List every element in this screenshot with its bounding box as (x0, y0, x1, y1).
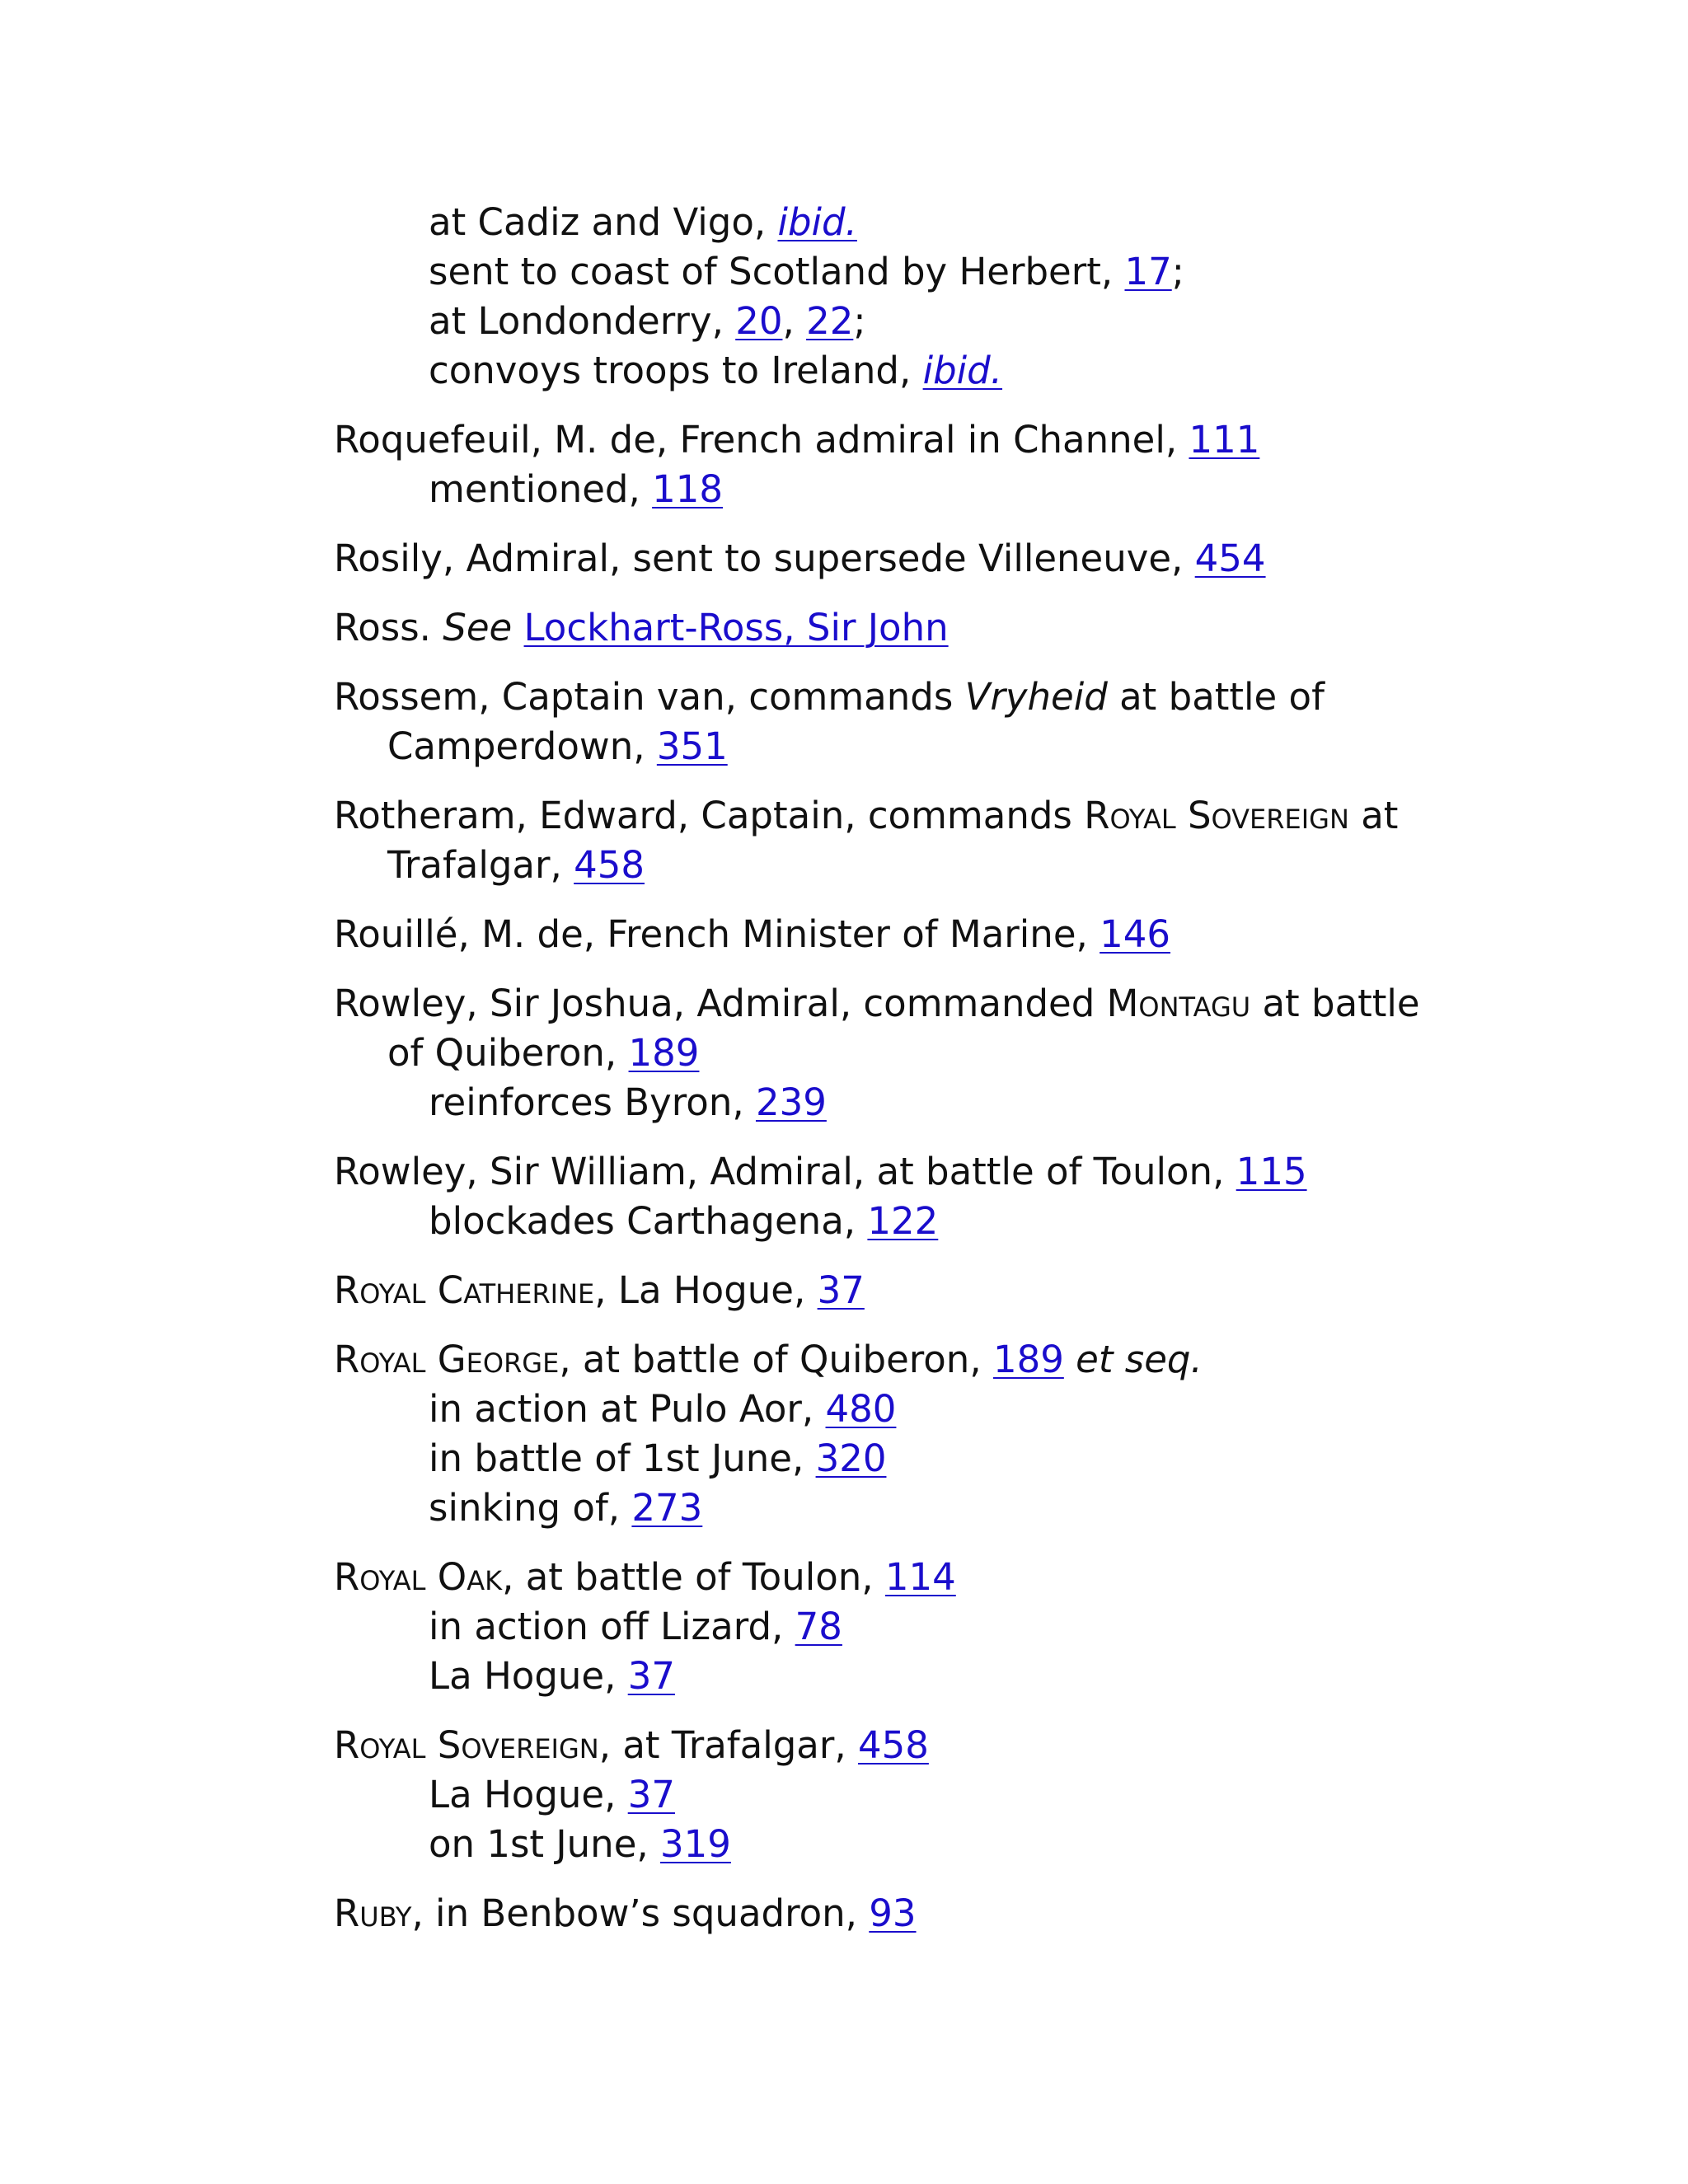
page-link[interactable]: 37 (627, 1773, 675, 1816)
entry-heading: Rowley, Sir William, Admiral, at battle of Toulon, 115 (334, 1150, 1307, 1193)
entry-heading: Roquefeuil, M. de, French admiral in Channel, 111 (334, 418, 1260, 462)
page-link[interactable]: 93 (869, 1891, 917, 1935)
entry-heading: Rotheram, Edward, Captain, commands Royal Sovereign at (334, 794, 1399, 837)
page-link[interactable]: 273 (631, 1486, 703, 1530)
sub-entry: at Londonderry, 20, 22; (429, 299, 866, 343)
sub-entry: at Cadiz and Vigo, ibid. (429, 200, 857, 244)
page-link[interactable]: 189 (992, 1338, 1064, 1381)
index-entry-roquefeuil (334, 415, 1471, 514)
page-link[interactable]: 20 (735, 299, 783, 343)
index-entry-royal-oak (334, 1553, 1471, 1701)
entry-heading: Rosily, Admiral, sent to supersede Villeneuve, 454 (334, 537, 1266, 580)
page-link[interactable]: 146 (1100, 912, 1171, 956)
index-entry-rowley-william (334, 1147, 1471, 1246)
sub-entry: mentioned, 118 (429, 467, 724, 511)
entry-heading: Royal Oak, at battle of Toulon, 114 (334, 1555, 956, 1599)
index-entry-royal-george (334, 1335, 1471, 1533)
page-link[interactable]: 458 (574, 843, 645, 887)
sub-entry: on 1st June, 319 (429, 1822, 731, 1866)
index-entry-continuation (334, 198, 1471, 396)
page-link[interactable]: 37 (817, 1268, 865, 1312)
page-link[interactable]: ibid. (922, 349, 1003, 392)
index-entry-rowley-joshua (334, 979, 1471, 1127)
entry-heading: Ross. See Lockhart-Ross, Sir John (334, 606, 949, 649)
sub-entry: convoys troops to Ireland, ibid. (429, 349, 1003, 392)
cross-reference-link[interactable]: Lockhart-Ross, Sir John (523, 606, 949, 649)
page-link[interactable]: 351 (656, 724, 728, 768)
sub-entry: La Hogue, 37 (429, 1773, 675, 1816)
page-link[interactable]: 480 (825, 1387, 897, 1431)
index-entry-rosily (334, 534, 1471, 583)
sub-entry: sinking of, 273 (429, 1486, 703, 1530)
index-entry-royal-catherine (334, 1266, 1471, 1315)
page-link[interactable]: 189 (628, 1031, 700, 1075)
entry-heading: Ruby, in Benbow’s squadron, 93 (334, 1891, 917, 1935)
sub-entry: in action off Lizard, 78 (429, 1605, 842, 1648)
page-link[interactable]: 458 (857, 1723, 929, 1767)
page-link[interactable]: 320 (815, 1436, 887, 1480)
index-entry-ross (334, 603, 1471, 653)
entry-heading: Rossem, Captain van, commands Vryheid at battle of (334, 675, 1325, 719)
page-link[interactable]: 37 (627, 1654, 675, 1698)
entry-heading-continuation: Camperdown, 351 (387, 724, 728, 768)
index-entry-rotheram (334, 791, 1471, 890)
page-link[interactable]: 114 (884, 1555, 956, 1599)
sub-entry: sent to coast of Scotland by Herbert, 17; (429, 250, 1184, 293)
page-link[interactable]: ibid. (777, 200, 857, 244)
sub-entry: reinforces Byron, 239 (429, 1080, 827, 1124)
index-entry-rouille (334, 910, 1471, 959)
entry-heading: Rouillé, M. de, French Minister of Marine, 146 (334, 912, 1171, 956)
page-link[interactable]: 22 (806, 299, 854, 343)
entry-heading: Rowley, Sir Joshua, Admiral, commanded Montagu at battle (334, 982, 1420, 1025)
page-link[interactable]: 111 (1189, 418, 1260, 462)
entry-heading-continuation: Trafalgar, 458 (387, 843, 645, 887)
page-link[interactable]: 78 (795, 1605, 842, 1648)
entry-heading-continuation: of Quiberon, 189 (387, 1031, 700, 1075)
entry-heading: Royal Sovereign, at Trafalgar, 458 (334, 1723, 929, 1767)
page-link[interactable]: 454 (1194, 537, 1266, 580)
page-link[interactable]: 319 (660, 1822, 731, 1866)
page-link[interactable]: 17 (1124, 250, 1172, 293)
page-link[interactable]: 118 (652, 467, 724, 511)
index-entry-ruby (334, 1889, 1471, 1938)
entry-heading: Royal Catherine, La Hogue, 37 (334, 1268, 865, 1312)
sub-entry: La Hogue, 37 (429, 1654, 675, 1698)
entry-heading: Royal George, at battle of Quiberon, 189 et seq. (334, 1338, 1203, 1381)
sub-entry: in battle of 1st June, 320 (429, 1436, 887, 1480)
page-link[interactable]: 239 (755, 1080, 827, 1124)
page-link[interactable]: 122 (867, 1199, 939, 1243)
index-entry-royal-sovereign (334, 1721, 1471, 1869)
index-entry-rossem (334, 673, 1471, 771)
sub-entry: blockades Carthagena, 122 (429, 1199, 939, 1243)
sub-entry: in action at Pulo Aor, 480 (429, 1387, 897, 1431)
page-link[interactable]: 115 (1236, 1150, 1307, 1193)
